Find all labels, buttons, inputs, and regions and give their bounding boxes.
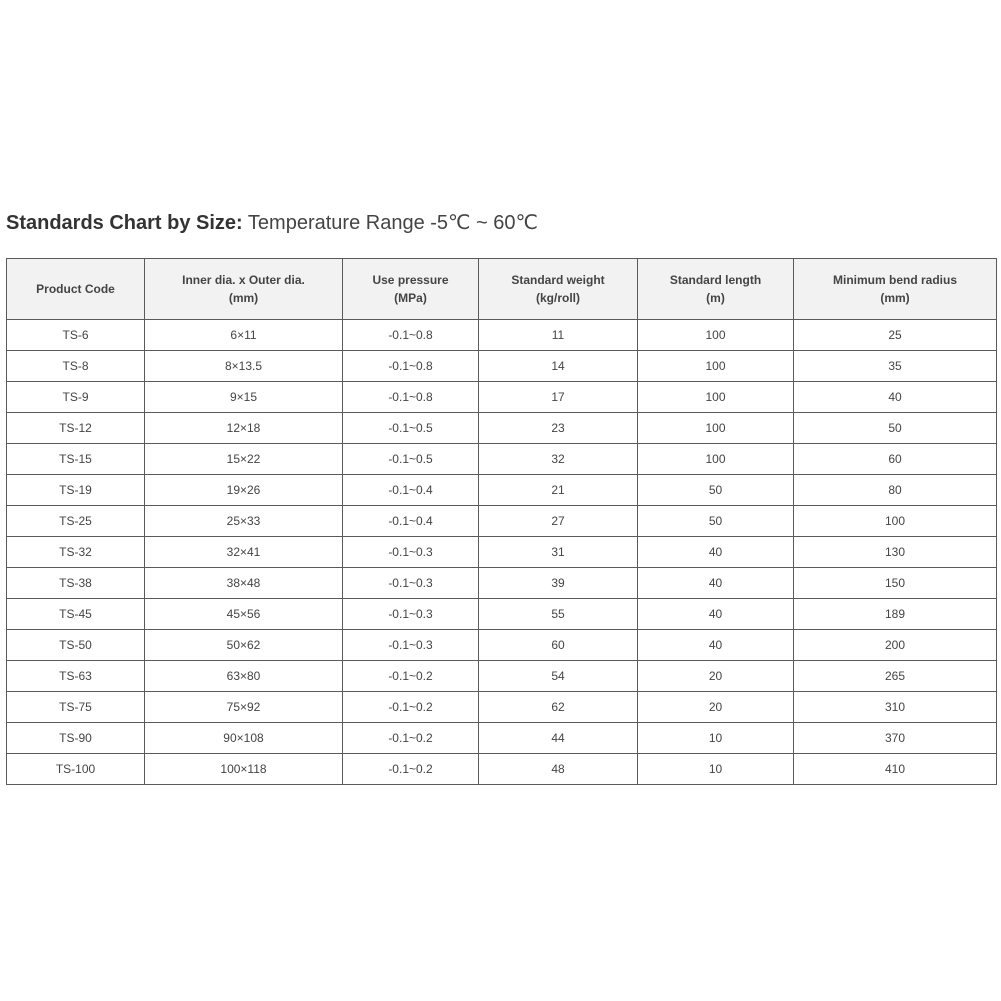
header-standard-length (638, 259, 794, 320)
header-label: Minimum bend radius (832, 273, 957, 287)
cell-standard-length: 100 (638, 320, 794, 351)
cell-dimensions: 25×33 (145, 506, 343, 537)
header-product-code (7, 259, 145, 320)
cell-min-bend-radius: 100 (794, 506, 997, 537)
cell-min-bend-radius: 200 (794, 630, 997, 661)
table-row (7, 320, 997, 351)
cell-min-bend-radius: 150 (794, 568, 997, 599)
header-unit: (mm) (880, 291, 910, 305)
cell-product-code: TS-50 (7, 630, 145, 661)
cell-standard-weight: 23 (479, 413, 638, 444)
cell-min-bend-radius: 189 (794, 599, 997, 630)
cell-use-pressure: -0.1~0.4 (343, 506, 479, 537)
table-row (7, 723, 997, 754)
cell-min-bend-radius: 80 (794, 475, 997, 506)
cell-product-code: TS-45 (7, 599, 145, 630)
cell-product-code: TS-9 (7, 382, 145, 413)
header-unit: (kg/roll) (536, 291, 580, 305)
cell-use-pressure: -0.1~0.8 (343, 320, 479, 351)
cell-dimensions: 9×15 (145, 382, 343, 413)
cell-standard-weight: 62 (479, 692, 638, 723)
cell-product-code: TS-32 (7, 537, 145, 568)
cell-standard-weight: 54 (479, 661, 638, 692)
cell-standard-length: 40 (638, 537, 794, 568)
table-row (7, 630, 997, 661)
cell-use-pressure: -0.1~0.8 (343, 351, 479, 382)
cell-standard-length: 40 (638, 630, 794, 661)
cell-min-bend-radius: 310 (794, 692, 997, 723)
cell-use-pressure: -0.1~0.2 (343, 661, 479, 692)
cell-standard-length: 100 (638, 413, 794, 444)
cell-product-code: TS-63 (7, 661, 145, 692)
header-label: Standard length (669, 273, 762, 287)
cell-min-bend-radius: 130 (794, 537, 997, 568)
cell-use-pressure: -0.1~0.5 (343, 444, 479, 475)
cell-dimensions: 19×26 (145, 475, 343, 506)
table-row (7, 661, 997, 692)
cell-standard-length: 100 (638, 444, 794, 475)
cell-standard-length: 50 (638, 475, 794, 506)
header-label: Product Code (36, 282, 115, 296)
cell-dimensions: 100×118 (145, 754, 343, 785)
cell-standard-weight: 44 (479, 723, 638, 754)
cell-standard-weight: 39 (479, 568, 638, 599)
cell-product-code: TS-38 (7, 568, 145, 599)
cell-min-bend-radius: 35 (794, 351, 997, 382)
table-row (7, 413, 997, 444)
cell-product-code: TS-25 (7, 506, 145, 537)
table-header (7, 259, 997, 320)
cell-standard-length: 20 (638, 661, 794, 692)
table-row (7, 692, 997, 723)
cell-standard-length: 10 (638, 723, 794, 754)
cell-min-bend-radius: 60 (794, 444, 997, 475)
cell-dimensions: 15×22 (145, 444, 343, 475)
cell-dimensions: 12×18 (145, 413, 343, 444)
cell-product-code: TS-6 (7, 320, 145, 351)
header-unit: (MPa) (394, 291, 427, 305)
cell-standard-length: 50 (638, 506, 794, 537)
header-use-pressure (343, 259, 479, 320)
cell-standard-weight: 32 (479, 444, 638, 475)
header-unit: (m) (706, 291, 725, 305)
table-body (7, 320, 997, 785)
cell-dimensions: 6×11 (145, 320, 343, 351)
header-unit: (mm) (228, 291, 259, 305)
cell-use-pressure: -0.1~0.3 (343, 599, 479, 630)
standards-table (6, 258, 997, 785)
cell-dimensions: 50×62 (145, 630, 343, 661)
cell-dimensions: 45×56 (145, 599, 343, 630)
cell-product-code: TS-90 (7, 723, 145, 754)
table-row (7, 568, 997, 599)
header-inner-outer-dia (145, 259, 343, 320)
cell-min-bend-radius: 410 (794, 754, 997, 785)
cell-standard-weight: 27 (479, 506, 638, 537)
cell-dimensions: 75×92 (145, 692, 343, 723)
cell-standard-weight: 55 (479, 599, 638, 630)
cell-standard-weight: 17 (479, 382, 638, 413)
cell-product-code: TS-15 (7, 444, 145, 475)
header-label: Inner dia. x Outer dia. (182, 273, 305, 287)
table-row (7, 537, 997, 568)
cell-use-pressure: -0.1~0.3 (343, 537, 479, 568)
cell-use-pressure: -0.1~0.4 (343, 475, 479, 506)
cell-standard-weight: 60 (479, 630, 638, 661)
cell-standard-length: 40 (638, 599, 794, 630)
cell-use-pressure: -0.1~0.8 (343, 382, 479, 413)
table-row (7, 754, 997, 785)
cell-min-bend-radius: 40 (794, 382, 997, 413)
cell-standard-weight: 31 (479, 537, 638, 568)
table-row (7, 382, 997, 413)
table-row (7, 475, 997, 506)
cell-use-pressure: -0.1~0.3 (343, 568, 479, 599)
cell-dimensions: 8×13.5 (145, 351, 343, 382)
cell-min-bend-radius: 370 (794, 723, 997, 754)
cell-product-code: TS-100 (7, 754, 145, 785)
table-row (7, 506, 997, 537)
cell-standard-length: 100 (638, 382, 794, 413)
cell-standard-length: 40 (638, 568, 794, 599)
cell-product-code: TS-12 (7, 413, 145, 444)
cell-standard-weight: 11 (479, 320, 638, 351)
cell-dimensions: 38×48 (145, 568, 343, 599)
table-row (7, 351, 997, 382)
table-row (7, 599, 997, 630)
cell-use-pressure: -0.1~0.2 (343, 723, 479, 754)
cell-product-code: TS-8 (7, 351, 145, 382)
cell-product-code: TS-19 (7, 475, 145, 506)
cell-product-code: TS-75 (7, 692, 145, 723)
cell-use-pressure: -0.1~0.5 (343, 413, 479, 444)
cell-standard-length: 20 (638, 692, 794, 723)
cell-use-pressure: -0.1~0.2 (343, 692, 479, 723)
header-row (7, 259, 997, 320)
cell-min-bend-radius: 265 (794, 661, 997, 692)
cell-standard-length: 100 (638, 351, 794, 382)
table-row (7, 444, 997, 475)
title-temperature-range: Temperature Range -5℃ ~ 60℃ (247, 212, 538, 234)
header-label: Standard weight (511, 273, 605, 287)
cell-min-bend-radius: 50 (794, 413, 997, 444)
header-min-bend-radius (794, 259, 997, 320)
cell-dimensions: 90×108 (145, 723, 343, 754)
cell-standard-weight: 14 (479, 351, 638, 382)
page-title (6, 209, 538, 237)
cell-min-bend-radius: 25 (794, 320, 997, 351)
header-standard-weight (479, 259, 638, 320)
cell-standard-weight: 48 (479, 754, 638, 785)
title-bold-text: Standards Chart by Size: (6, 212, 243, 234)
cell-use-pressure: -0.1~0.2 (343, 754, 479, 785)
cell-standard-weight: 21 (479, 475, 638, 506)
cell-standard-length: 10 (638, 754, 794, 785)
cell-dimensions: 63×80 (145, 661, 343, 692)
cell-dimensions: 32×41 (145, 537, 343, 568)
header-label: Use pressure (372, 273, 449, 287)
cell-use-pressure: -0.1~0.3 (343, 630, 479, 661)
